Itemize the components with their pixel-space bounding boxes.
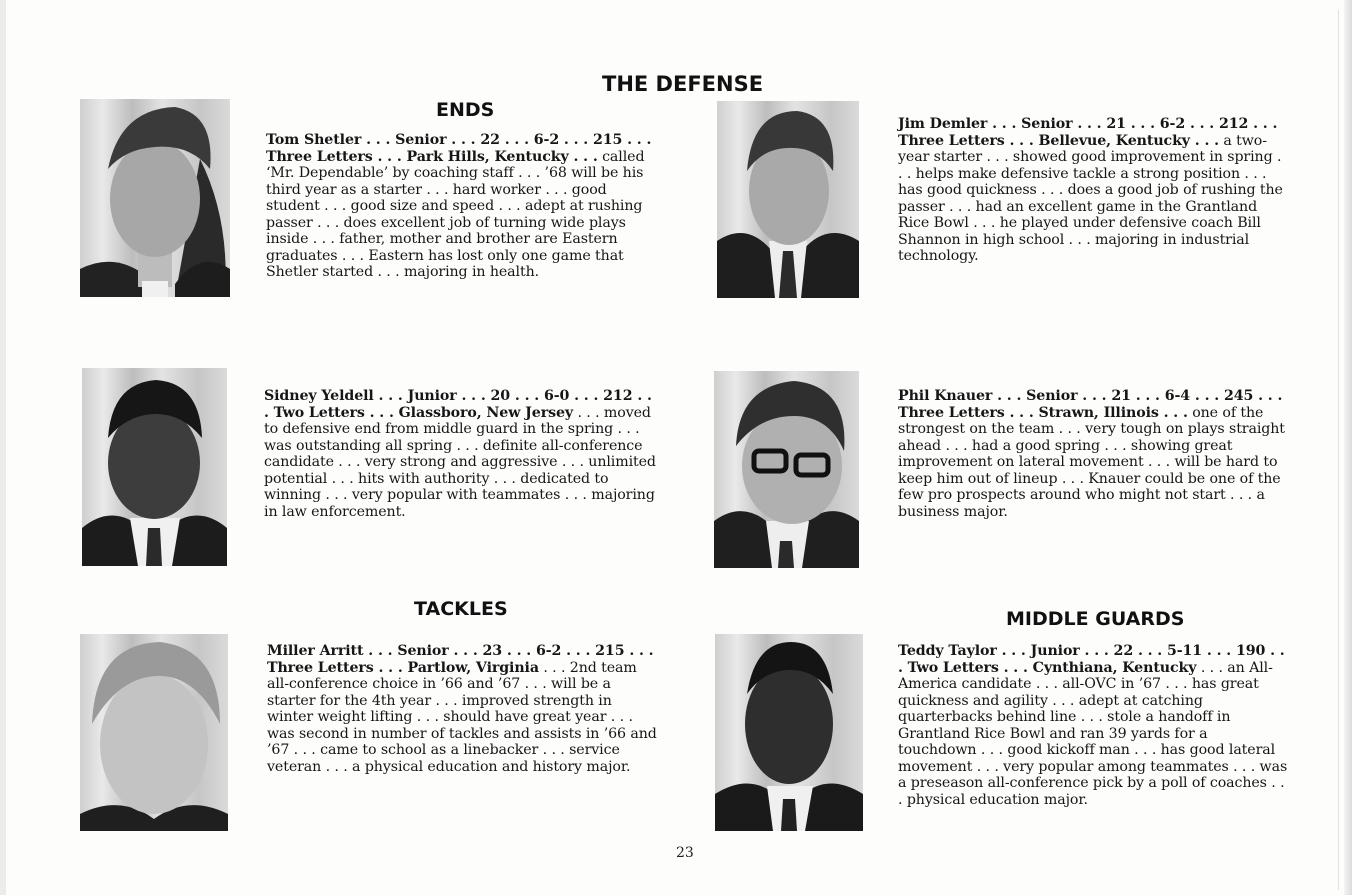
player-bio-knauer: [898, 388, 1290, 520]
player-bio-header: Miller Arritt . . . Senior . . . 23 . . . 6-2 . . . 215 . . . Three Letters . . . Partlow, Virginia: [267, 643, 654, 676]
player-bio-yeldell: [264, 388, 656, 520]
player-bio-header: Phil Knauer . . . Senior . . . 21 . . . 6-4 . . . 245 . . . Three Letters . . . Strawn, Illinois . . .: [898, 388, 1283, 421]
page-number: 23: [676, 845, 694, 861]
player-bio-text: . . . moved to defensive end from middle guard in the spring . . . was outstanding all spring . . . definite all-conference candidate . . . very strong and aggressive . . . unlimited potential . . . hits with authority . . . dedicated to winning . . . very popular with teammates . . . majoring in law enforcement.: [264, 404, 656, 520]
player-bio-arritt: [267, 643, 659, 775]
player-bio-taylor: [898, 643, 1290, 808]
section-heading-tackles: TACKLES: [414, 598, 508, 620]
player-photo-taylor: [715, 634, 863, 831]
section-heading-middle-guards: MIDDLE GUARDS: [1006, 608, 1185, 630]
player-bio-demler: [898, 116, 1290, 265]
player-bio-header: Sidney Yeldell . . . Junior . . . 20 . . . 6-0 . . . 212 . . . Two Letters . . . Glassboro, New Jersey: [264, 388, 652, 421]
section-heading-ends: ENDS: [436, 99, 495, 121]
player-bio-text: a two-year starter . . . showed good improvement in spring . . . helps make defensive tackle a strong position . . . has good quickness . . . does a good job of rushing the passer . . . had an excellent game in the Grantland Rice Bowl . . . he played under defensive coach Bill Shannon in high school . . . majoring in industrial technology.: [898, 132, 1283, 264]
player-photo-yeldell: [82, 368, 227, 566]
player-bio-text: one of the strongest on the team . . . very tough on plays straight ahead . . . had a good spring . . . showing great improvement on lateral movement . . . will be hard to keep him out of lineup . . . Knauer could be one of the few pro prospects around who might not start . . . a business major.: [898, 404, 1285, 520]
page-edge-left: [0, 0, 6, 895]
player-bio-text: called ‘Mr. Dependable’ by coaching staff . . . ’68 will be his third year as a starter . . . hard worker . . . good student . . . good size and speed . . . adept at rushing passer . . . does excellent job of turning wide plays inside . . . father, mother and brother are Eastern graduates . . . Eastern has lost only one game that Shetler started . . . majoring in health.: [266, 148, 645, 280]
player-bio-header: Jim Demler . . . Senior . . . 21 . . . 6-2 . . . 212 . . . Three Letters . . . Bellevue, Kentucky . . .: [898, 116, 1278, 149]
player-photo-shetler: [80, 99, 230, 297]
page-title: THE DEFENSE: [602, 72, 764, 96]
page-edge-right: [1344, 0, 1352, 895]
player-bio-text: . . . 2nd team all-conference choice in ’66 and ’67 . . . will be a starter for the 4th year . . . improved strength in winter weight lifting . . . should have great year . . . was second in number of tackles and assists in ’66 and ’67 . . . came to school as a linebacker . . . service veteran . . . a physical education and history major.: [267, 659, 657, 775]
player-photo-arritt: [80, 634, 228, 831]
player-bio-shetler: [266, 132, 658, 281]
player-photo-demler: [717, 101, 859, 298]
player-bio-header: Teddy Taylor . . . Junior . . . 22 . . . 5-11 . . . 190 . . . Two Letters . . . Cynthiana, Kentucky: [898, 643, 1285, 676]
player-photo-knauer: [714, 371, 859, 568]
player-bio-text: . . . an All-America candidate . . . all-OVC in ’67 . . . has great quickness and agility . . . adept at catching quarterbacks behind line . . . stole a handoff in Grantland Rice Bowl and ran 39 yards for a touchdown . . . good kickoff man . . . has good lateral movement . . . very popular among teammates . . . was a preseason all-conference pick by a poll of coaches . . . physical education major.: [898, 659, 1288, 808]
page-gutter-line: [1338, 10, 1339, 890]
player-bio-header: Tom Shetler . . . Senior . . . 22 . . . 6-2 . . . 215 . . . Three Letters . . . Park Hills, Kentucky . . .: [266, 132, 652, 165]
